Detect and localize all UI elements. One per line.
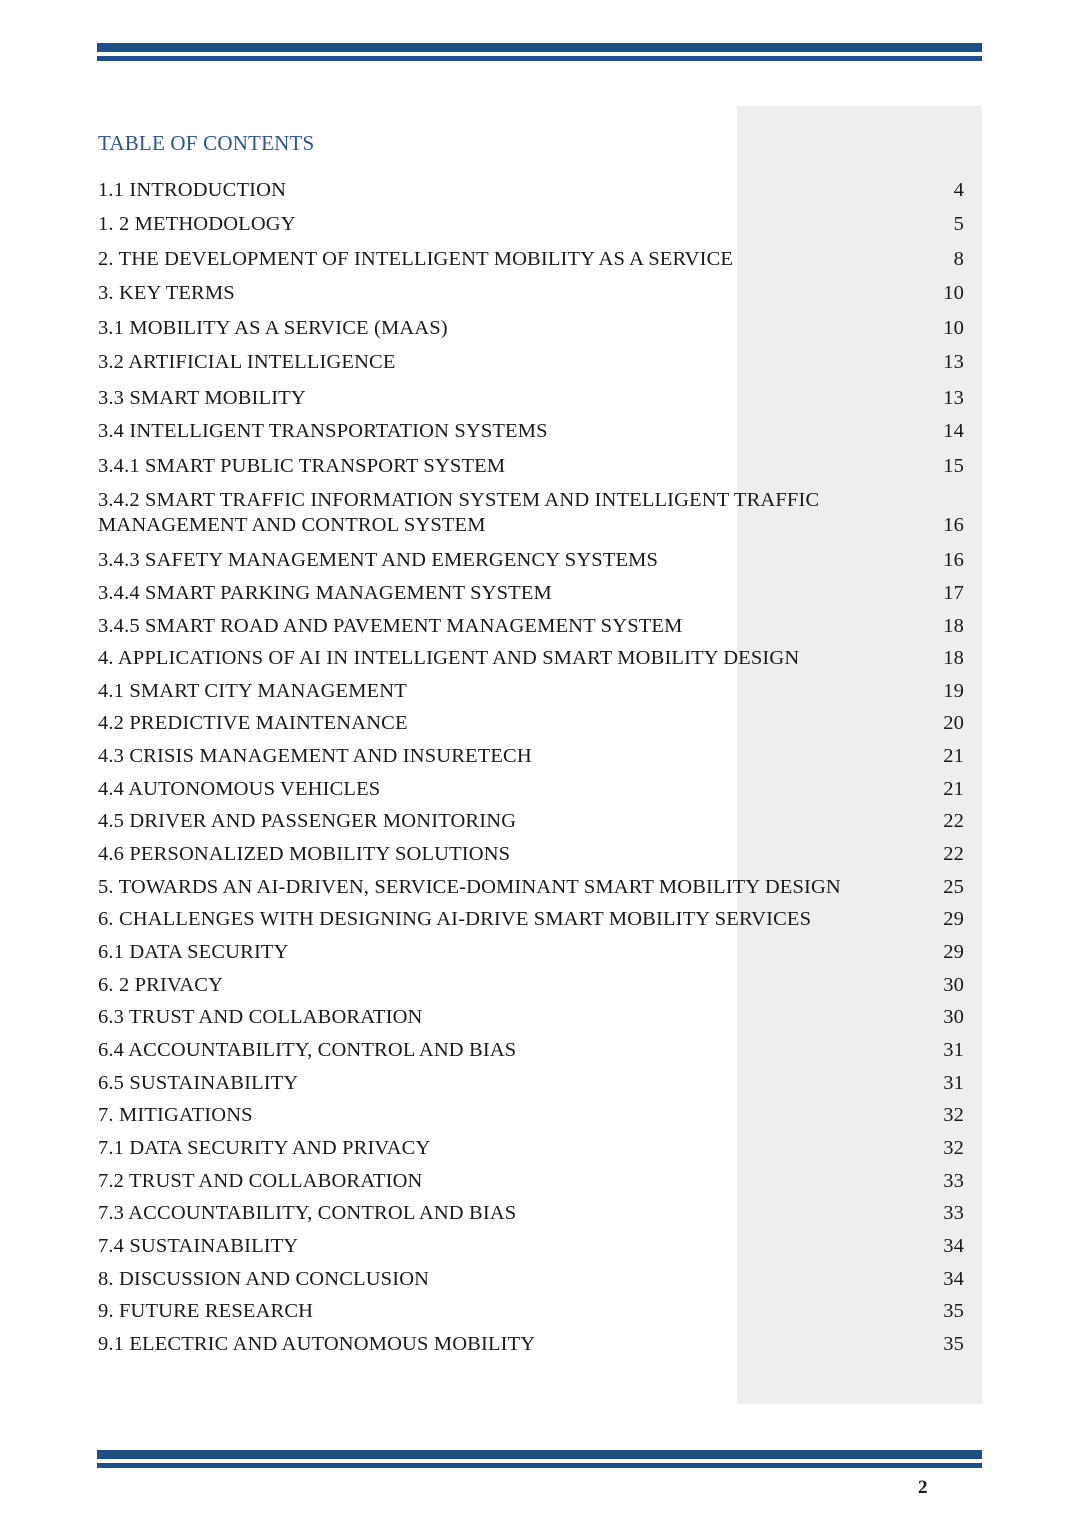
header-rule-thin — [97, 56, 982, 61]
toc-entry[interactable] — [98, 1234, 964, 1259]
toc-entry[interactable] — [98, 1267, 964, 1292]
toc-entry-page: 33 — [943, 1170, 964, 1192]
toc-entry[interactable] — [98, 1332, 964, 1357]
toc-entry-page: 22 — [943, 810, 964, 832]
toc-entry-label: 4. APPLICATIONS OF AI IN INTELLIGENT AND SMART MOBILITY DESIGN — [98, 647, 800, 669]
toc-entry-page: 21 — [943, 745, 964, 767]
toc-entry-page: 25 — [943, 876, 964, 898]
toc-entry-label: 6.1 DATA SECURITY — [98, 941, 289, 963]
toc-entry[interactable] — [98, 419, 964, 444]
toc-entry-label: 3.4.1 SMART PUBLIC TRANSPORT SYSTEM — [98, 455, 506, 477]
toc-entry-page: 14 — [943, 420, 964, 442]
toc-entry[interactable] — [98, 842, 964, 867]
toc-entry-label: 3.1 MOBILITY AS A SERVICE (MAAS) — [98, 317, 448, 339]
toc-title: TABLE OF CONTENTS — [98, 131, 315, 155]
toc-entry-label: 7.2 TRUST AND COLLABORATION — [98, 1170, 423, 1192]
toc-entry-page: 18 — [943, 615, 964, 637]
toc-entry[interactable] — [98, 281, 964, 306]
toc-entry[interactable] — [98, 1136, 964, 1161]
toc-entry[interactable] — [98, 1169, 964, 1194]
toc-entry[interactable] — [98, 316, 964, 341]
toc-entry[interactable] — [98, 247, 964, 272]
toc-entry[interactable] — [98, 744, 964, 769]
toc-entry-label: 3.4.4 SMART PARKING MANAGEMENT SYSTEM — [98, 582, 552, 604]
toc-entry[interactable] — [98, 711, 964, 736]
toc-entry[interactable] — [98, 875, 964, 900]
toc-entry-page: 10 — [943, 317, 964, 339]
toc-entry-label: 4.5 DRIVER AND PASSENGER MONITORING — [98, 810, 517, 832]
toc-entry-page: 29 — [943, 908, 964, 930]
toc-entry-page: 35 — [943, 1300, 964, 1322]
toc-entry-label: 7. MITIGATIONS — [98, 1104, 253, 1126]
toc-entry-label: 7.1 DATA SECURITY AND PRIVACY — [98, 1137, 431, 1159]
toc-entry-label: 6. CHALLENGES WITH DESIGNING AI-DRIVE SMART MOBILITY SERVICES — [98, 908, 812, 930]
toc-entry-page: 30 — [943, 1006, 964, 1028]
toc-entry-page: 16 — [943, 514, 964, 536]
toc-entry[interactable] — [98, 679, 964, 704]
toc-entry[interactable] — [98, 940, 964, 965]
toc-entry-label: 8. DISCUSSION AND CONCLUSION — [98, 1268, 430, 1290]
toc-entry-page: 31 — [943, 1039, 964, 1061]
toc-entry-label: 3.4.3 SAFETY MANAGEMENT AND EMERGENCY SYSTEMS — [98, 549, 659, 571]
footer-rule-thick — [97, 1450, 982, 1459]
toc-entry-label: 6.5 SUSTAINABILITY — [98, 1072, 299, 1094]
toc-entry[interactable] — [98, 350, 964, 375]
toc-entry-page: 35 — [943, 1333, 964, 1355]
toc-entry-page: 4 — [953, 179, 964, 201]
toc-entry-label: 4.6 PERSONALIZED MOBILITY SOLUTIONS — [98, 843, 511, 865]
toc-entry[interactable] — [98, 581, 964, 606]
toc-entry-label: 9.1 ELECTRIC AND AUTONOMOUS MOBILITY — [98, 1333, 536, 1355]
toc-entry-label: 6.3 TRUST AND COLLABORATION — [98, 1006, 423, 1028]
toc-entry-label: 3.4 INTELLIGENT TRANSPORTATION SYSTEMS — [98, 420, 548, 442]
toc-entry[interactable] — [98, 548, 964, 573]
toc-entry-label: 4.4 AUTONOMOUS VEHICLES — [98, 778, 381, 800]
toc-entry[interactable] — [98, 809, 964, 834]
toc-entry-label: 2. THE DEVELOPMENT OF INTELLIGENT MOBILITY AS A SERVICE — [98, 248, 734, 270]
toc-entry[interactable] — [98, 1038, 964, 1063]
toc-entry-label: 7.4 SUSTAINABILITY — [98, 1235, 299, 1257]
toc-entry[interactable] — [98, 178, 964, 203]
header-rule-thick — [97, 43, 982, 52]
toc-entry-label: 3.2 ARTIFICIAL INTELLIGENCE — [98, 351, 396, 373]
toc-entry[interactable] — [98, 614, 964, 639]
toc-entry-label: 3.4.5 SMART ROAD AND PAVEMENT MANAGEMENT SYSTEM — [98, 615, 683, 637]
toc-entry-page: 17 — [943, 582, 964, 604]
toc-entry[interactable] — [98, 1071, 964, 1096]
toc-entry-page: 30 — [943, 974, 964, 996]
toc-entry[interactable] — [98, 1201, 964, 1226]
toc-entry-page: 20 — [943, 712, 964, 734]
toc-entry-page: 34 — [943, 1268, 964, 1290]
toc-entry-label: 6. 2 PRIVACY — [98, 974, 224, 996]
toc-entry-page: 13 — [943, 351, 964, 373]
toc-entry-page: 21 — [943, 778, 964, 800]
toc-entry-page: 15 — [943, 455, 964, 477]
toc-entry-label: 9. FUTURE RESEARCH — [98, 1300, 314, 1322]
toc-entry-label: 5. TOWARDS AN AI-DRIVEN, SERVICE-DOMINANT SMART MOBILITY DESIGN — [98, 876, 841, 898]
toc-entry-label: 4.2 PREDICTIVE MAINTENANCE — [98, 712, 408, 734]
toc-entry-label: 4.1 SMART CITY MANAGEMENT — [98, 680, 407, 702]
toc-entry-label: 6.4 ACCOUNTABILITY, CONTROL AND BIAS — [98, 1039, 517, 1061]
toc-entry[interactable] — [98, 1103, 964, 1128]
footer-rule-thin — [97, 1463, 982, 1468]
toc-entry[interactable] — [98, 386, 964, 411]
toc-entry-page: 8 — [953, 248, 964, 270]
toc-entry[interactable] — [98, 646, 964, 671]
toc-entry-page: 19 — [943, 680, 964, 702]
toc-entry-label: 1. 2 METHODOLOGY — [98, 213, 296, 235]
toc-entry-page: 31 — [943, 1072, 964, 1094]
toc-entry-page: 33 — [943, 1202, 964, 1224]
toc-entry-label: 3.4.2 SMART TRAFFIC INFORMATION SYSTEM AND INTELLIGENT TRAFFIC MANAGEMENT AND CONTROL SYSTEM — [98, 489, 820, 536]
toc-entry-page: 32 — [943, 1104, 964, 1126]
toc-entry-label: 1.1 INTRODUCTION — [98, 179, 287, 201]
toc-entry-page: 32 — [943, 1137, 964, 1159]
toc-entry[interactable] — [98, 212, 964, 237]
toc-entry[interactable] — [98, 973, 964, 998]
toc-entry-page: 16 — [943, 549, 964, 571]
toc-entry[interactable] — [98, 907, 964, 932]
toc-entry-page: 22 — [943, 843, 964, 865]
toc-entry-page: 18 — [943, 647, 964, 669]
toc-entry-label: 3. KEY TERMS — [98, 282, 235, 304]
toc-entry-page: 5 — [953, 213, 964, 235]
toc-entry-label: 3.3 SMART MOBILITY — [98, 387, 306, 409]
toc-entry[interactable] — [98, 488, 964, 538]
toc-entry[interactable] — [98, 777, 964, 802]
toc-entry-page: 13 — [943, 387, 964, 409]
toc-entry[interactable] — [98, 1005, 964, 1030]
page-number: 2 — [918, 1477, 928, 1498]
toc-entry[interactable] — [98, 454, 964, 479]
toc-entry-page: 34 — [943, 1235, 964, 1257]
toc-entry-page: 10 — [943, 282, 964, 304]
toc-entry-label: 4.3 CRISIS MANAGEMENT AND INSURETECH — [98, 745, 532, 767]
toc-entry-label: 7.3 ACCOUNTABILITY, CONTROL AND BIAS — [98, 1202, 517, 1224]
toc-entry-page: 29 — [943, 941, 964, 963]
toc-entry[interactable] — [98, 1299, 964, 1324]
